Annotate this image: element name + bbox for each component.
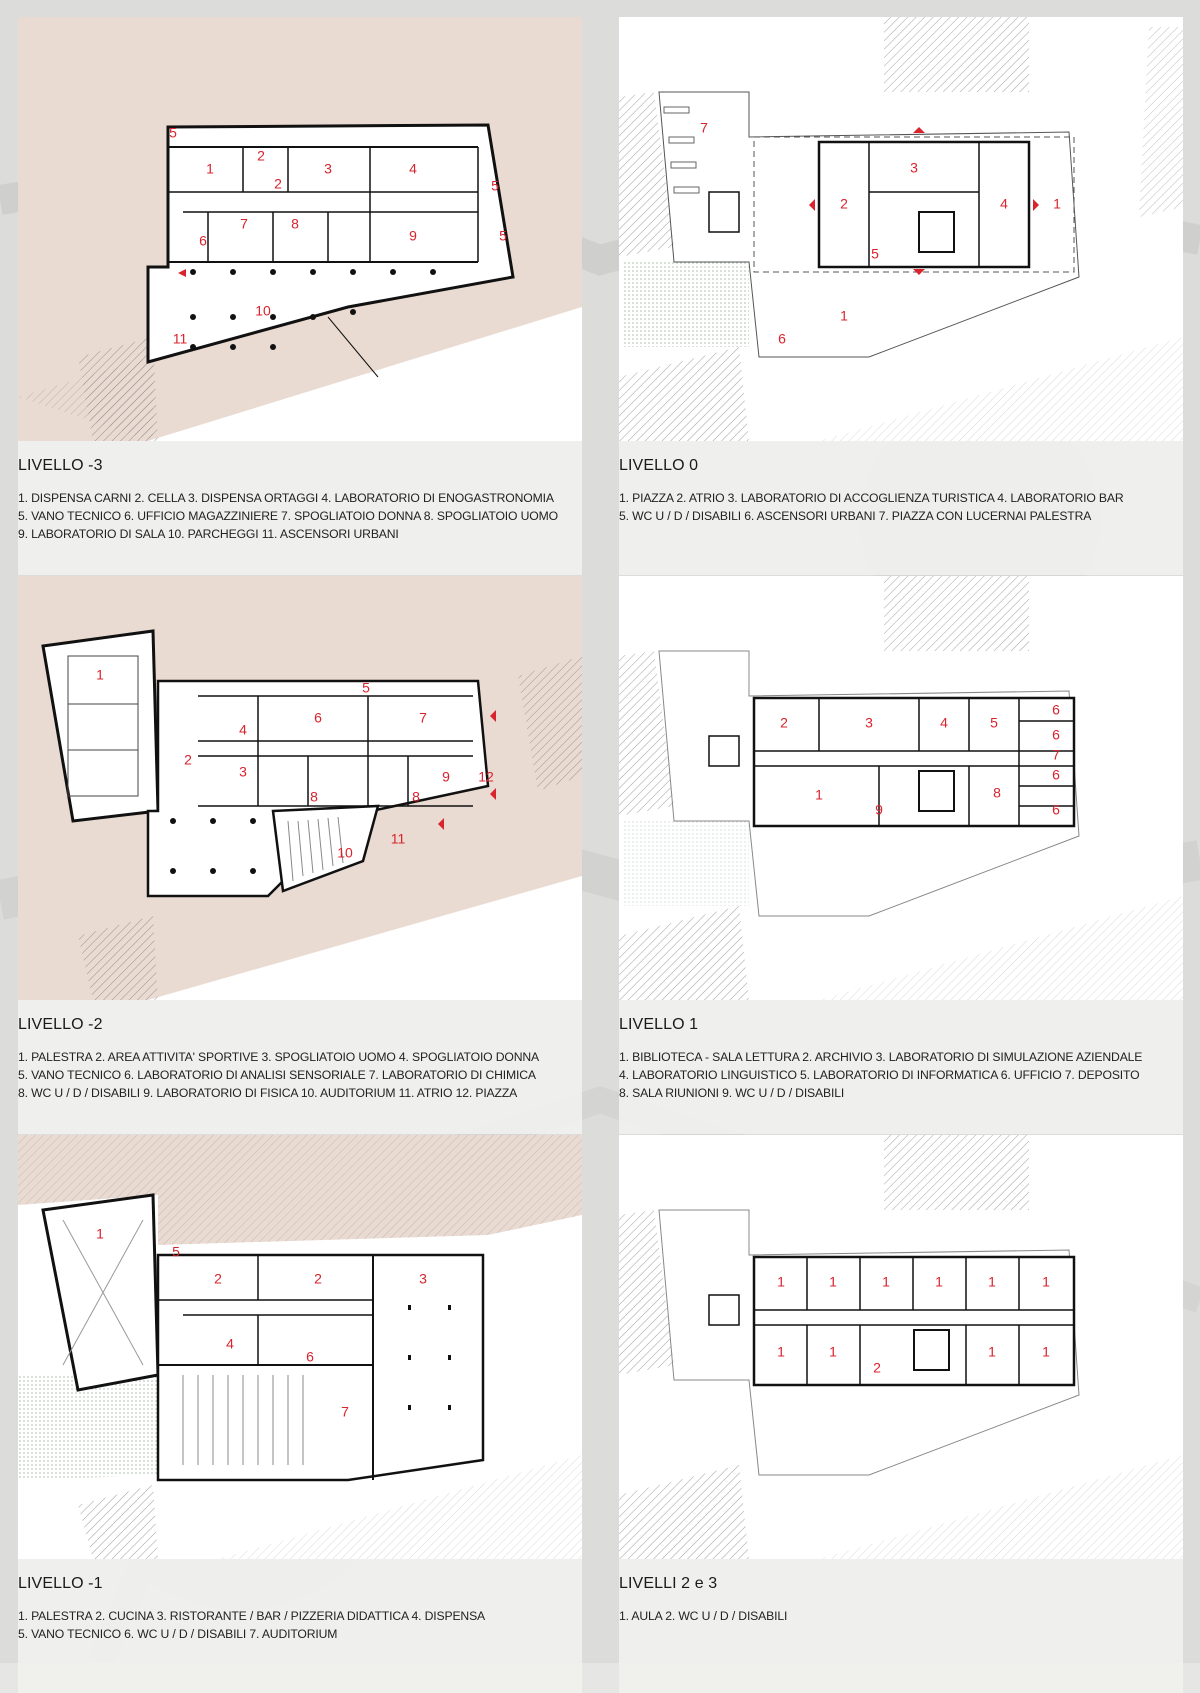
room-number: 10 [337, 844, 353, 861]
neighbour-building [884, 17, 1029, 92]
green-area [624, 821, 749, 906]
room-number: 1 [988, 1273, 996, 1290]
room-number: 5 [362, 679, 370, 696]
caption-livello-1 [619, 1000, 1183, 1134]
room-number: 9 [442, 768, 450, 785]
neighbour-building [884, 1135, 1029, 1210]
room-number: 2 [314, 1270, 322, 1287]
panel-livello-minus-2 [18, 576, 582, 1134]
room-number: 11 [172, 330, 188, 347]
room-number: 1 [96, 1225, 104, 1242]
stair-core [919, 771, 954, 811]
room-number: 3 [239, 763, 247, 780]
room-number: 9 [875, 801, 883, 818]
panel-livelli-2-e-3 [619, 1135, 1183, 1693]
room-number: 3 [865, 714, 873, 731]
room-number: 5 [169, 124, 177, 141]
stair-core [709, 736, 739, 766]
room-number: 6 [1052, 801, 1060, 818]
room-number: 5 [491, 177, 499, 194]
room-number: 1 [96, 666, 104, 683]
room-number: 6 [314, 709, 322, 726]
legend-line: 8. SALA RIUNIONI 9. WC U / D / DISABILI [619, 1086, 845, 1100]
legend-line: 5. WC U / D / DISABILI 6. ASCENSORI URBANI 7. PIAZZA CON LUCERNAI PALESTRA [619, 509, 1092, 523]
room-number: 2 [274, 175, 282, 192]
room-number: 3 [419, 1270, 427, 1287]
room-number: 1 [1042, 1343, 1050, 1360]
caption-livello-minus-1 [18, 1559, 582, 1693]
panel-livello-1 [619, 576, 1183, 1134]
floor-plan-livello-1 [619, 576, 1183, 1000]
room-number: 5 [172, 1243, 180, 1260]
room-number: 2 [840, 195, 848, 212]
legend-line: 4. LABORATORIO LINGUISTICO 5. LABORATORIO DI INFORMATICA 6. UFFICIO 7. DEPOSITO [619, 1068, 1140, 1082]
room-number: 5 [499, 227, 507, 244]
room-number: 2 [780, 714, 788, 731]
room-number: 1 [206, 160, 214, 177]
room-number: 10 [255, 302, 271, 319]
caption-livelli-2-e-3 [619, 1559, 1183, 1693]
legend-line: 1. BIBLIOTECA - SALA LETTURA 2. ARCHIVIO 3. LABORATORIO DI SIMULAZIONE AZIENDALE [619, 1050, 1143, 1064]
level-title: LIVELLO 1 [619, 1016, 699, 1033]
room-number: 4 [940, 714, 948, 731]
room-number: 4 [239, 721, 247, 738]
room-number: 8 [412, 788, 420, 805]
room-number: 1 [815, 786, 823, 803]
panel-livello-minus-1 [18, 1135, 582, 1693]
legend-line: 8. WC U / D / DISABILI 9. LABORATORIO DI FISICA 10. AUDITORIUM 11. ATRIO 12. PIAZZA [18, 1086, 518, 1100]
room-number: 1 [988, 1343, 996, 1360]
room-number: 2 [873, 1359, 881, 1376]
legend-line: 1. DISPENSA CARNI 2. CELLA 3. DISPENSA ORTAGGI 4. LABORATORIO DI ENOGASTRONOMIA [18, 491, 554, 505]
panel-livello-minus-3 [18, 17, 582, 575]
room-number: 6 [306, 1348, 314, 1365]
level-title: LIVELLI 2 e 3 [619, 1575, 718, 1592]
green-area [18, 1375, 158, 1480]
room-number: 12 [478, 768, 494, 785]
room-number: 1 [829, 1273, 837, 1290]
level-title: LIVELLO 0 [619, 457, 699, 474]
legend-line: 5. VANO TECNICO 6. WC U / D / DISABILI 7. AUDITORIUM [18, 1627, 338, 1641]
stair-core [709, 1295, 739, 1325]
room-number: 11 [390, 830, 406, 847]
building-outline [158, 1255, 483, 1480]
room-number: 1 [840, 307, 848, 324]
room-number: 2 [257, 147, 265, 164]
floor-plan-livello-minus-1 [18, 1135, 582, 1559]
room-number: 7 [700, 119, 708, 136]
caption-livello-0 [619, 441, 1183, 575]
room-number: 6 [199, 232, 207, 249]
room-number: 5 [990, 714, 998, 731]
room-number: 1 [882, 1273, 890, 1290]
floor-plan-livello-minus-3 [18, 17, 582, 441]
neighbour-building [884, 576, 1029, 651]
room-number: 8 [310, 788, 318, 805]
caption-livello-minus-2 [18, 1000, 582, 1134]
room-number: 3 [910, 159, 918, 176]
room-number: 4 [226, 1335, 234, 1352]
room-number: 6 [1052, 701, 1060, 718]
room-number: 4 [1000, 195, 1008, 212]
room-number: 6 [1052, 726, 1060, 743]
legend-line: 1. AULA 2. WC U / D / DISABILI [619, 1609, 788, 1623]
legend-line: 5. VANO TECNICO 6. LABORATORIO DI ANALISI SENSORIALE 7. LABORATORIO DI CHIMICA [18, 1068, 536, 1082]
room-number: 3 [324, 160, 332, 177]
room-number: 1 [1053, 195, 1061, 212]
legend-line: 1. PIAZZA 2. ATRIO 3. LABORATORIO DI ACCOGLIENZA TURISTICA 4. LABORATORIO BAR [619, 491, 1124, 505]
room-number: 6 [778, 330, 786, 347]
caption-livello-minus-3 [18, 441, 582, 575]
room-number: 7 [240, 215, 248, 232]
room-number: 2 [184, 751, 192, 768]
legend-line: 9. LABORATORIO DI SALA 10. PARCHEGGI 11. ASCENSORI URBANI [18, 527, 399, 541]
stair-core [914, 1330, 949, 1370]
panel-livello-0 [619, 17, 1183, 575]
building-outline [754, 698, 1074, 826]
room-number: 7 [341, 1403, 349, 1420]
stair-core [709, 192, 739, 232]
room-number: 7 [419, 709, 427, 726]
floor-plan-livelli-2-e-3 [619, 1135, 1183, 1559]
stair-core [919, 212, 954, 252]
legend-line: 1. PALESTRA 2. AREA ATTIVITA' SPORTIVE 3. SPOGLIATOIO UOMO 4. SPOGLIATOIO DONNA [18, 1050, 540, 1064]
room-number: 7 [1052, 746, 1060, 763]
legend-line: 1. PALESTRA 2. CUCINA 3. RISTORANTE / BAR / PIZZERIA DIDATTICA 4. DISPENSA [18, 1609, 486, 1623]
legend-line: 5. VANO TECNICO 6. UFFICIO MAGAZZINIERE 7. SPOGLIATOIO DONNA 8. SPOGLIATOIO UOMO [18, 509, 558, 523]
level-title: LIVELLO -3 [18, 457, 103, 474]
room-number: 9 [409, 227, 417, 244]
room-number: 1 [829, 1343, 837, 1360]
room-number: 1 [935, 1273, 943, 1290]
green-area [624, 262, 749, 347]
room-number: 6 [1052, 766, 1060, 783]
room-number: 5 [871, 245, 879, 262]
level-title: LIVELLO -1 [18, 1575, 103, 1592]
room-number: 1 [777, 1343, 785, 1360]
floor-plan-livello-minus-2 [18, 576, 582, 1000]
room-number: 1 [777, 1273, 785, 1290]
room-number: 2 [214, 1270, 222, 1287]
room-number: 4 [409, 160, 417, 177]
room-number: 8 [993, 784, 1001, 801]
floor-plan-livello-0 [619, 17, 1183, 441]
room-number: 8 [291, 215, 299, 232]
level-title: LIVELLO -2 [18, 1016, 103, 1033]
room-number: 1 [1042, 1273, 1050, 1290]
